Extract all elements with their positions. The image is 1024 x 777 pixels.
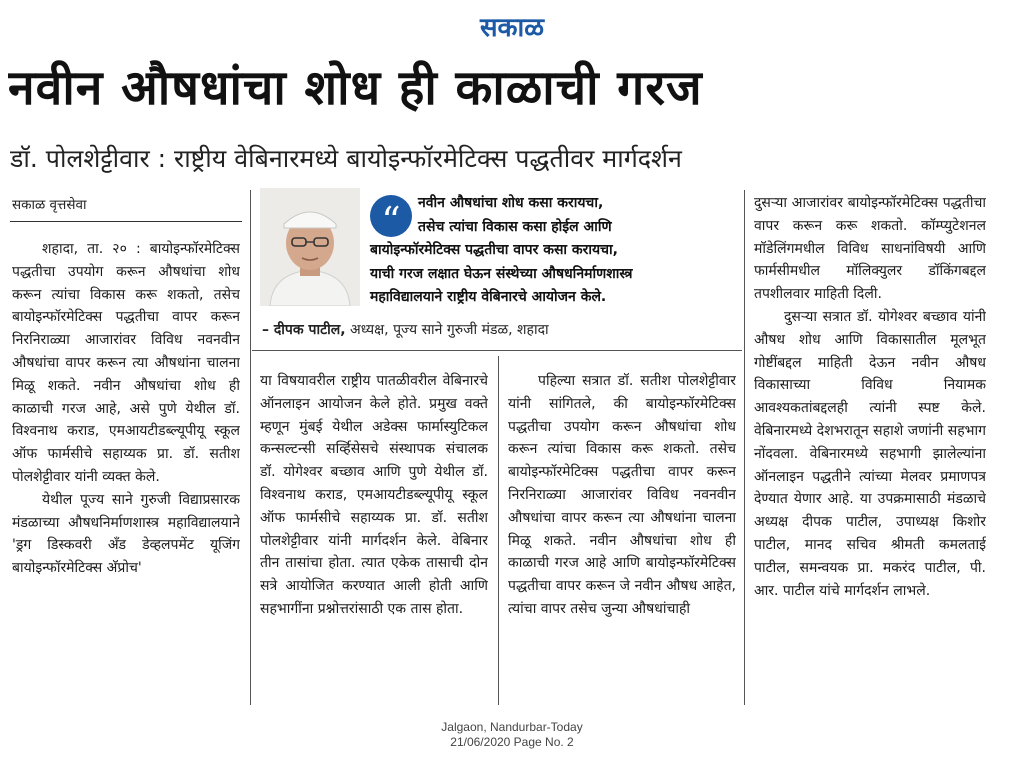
byline-divider <box>10 221 242 222</box>
pullquote-divider <box>252 350 742 351</box>
article-column-1 <box>12 238 240 708</box>
article-paragraph: पहिल्या सत्रात डॉ. सतीश पोलशेट्टीवार यांनी सांगितले, की बायोइन्फॉरमेटिक्स पद्धतीचा उपयोग करून औषधांचा शोध करून त्यांचा विकास करू शकतो. तसेच बायोइन्फॉरमेटिक्स पद्धतीचा वापर करून निरनिराळ्या आजारांवर विविध नवनवीन औषधांचा वापर करून त्या औषधांना चालना मिळू शकते. नवीन औषधांचा शोध ही काळाची गरज आहे आणि बायोइन्फॉरमेटिक्स पद्धतीचा वापर करून जे नवीन औषध आहेत, त्यांचा वापर तसेच जुन्या औषधांचाही <box>508 373 736 617</box>
quote-icon: “ <box>370 195 412 237</box>
column-divider <box>744 190 745 705</box>
article-paragraph: दुसऱ्या आजारांवर बायोइन्फॉरमेटिक्स पद्धतीचा वापर करून करू शकतो. कॉम्प्युटेशनल मॉडेलिंगमधील विविध साधनांविषयी आणि फार्मसीमधील मॉलिक्युलर डॉकिंगबद्दल तपशीलवार माहिती दिली. <box>754 195 986 303</box>
pullquote-line: नवीन औषधांचा शोध कसा करायचा, <box>418 195 604 211</box>
article-paragraph: या विषयावरील राष्ट्रीय पातळीवरील वेबिनारचे ऑनलाइन आयोजन केले होते. प्रमुख वक्ते म्हणून मुंबई येथील अडेक्स फार्मास्युटिकल कन्सल्टन्सी सर्व्हिसेसचे संस्थापक संचालक डॉ. योगेश्वर बच्छाव आणि पुणे येथील डॉ. विश्वनाथ कराड, एमआयटीडब्ल्यूपीयू स्कूल ऑफ फार्मसीचे सहाय्यक प्रा. डॉ. सतीश पोलशेट्टीवार यांनी मार्गदर्शन केले. वेबिनार तीन तासांचा होता. त्यात एकेक तासाची दोन सत्रे आयोजित करण्यात आली होती आणि सहभागींना प्रश्नोत्तरांसाठी एक तास होता. <box>260 373 488 617</box>
article-paragraph: दुसऱ्या सत्रात डॉ. योगेश्वर बच्छाव यांनी औषध शोध आणि विकासातील मूलभूत गोष्टींबद्दल माहिती देऊन नवीन औषध विकासाच्या विविध नियामक आवश्यकतांबद्दलही त्यांनी स्पष्ट केले. वेबिनारमध्ये देशभरातून सहाशे जणांनी सहभाग नोंदवला. वेबिनारमध्ये सहभागी झालेल्यांना ऑनलाइन पद्धतीने त्यांच्या मेलवर प्रमाणपत्र देण्यात येणार आहे. या उपक्रमासाठी मंडळाचे अध्यक्ष दीपक पाटील, उपाध्यक्ष किशोर पाटील, मानद सचिव श्रीमती कमलताई पाटील, समन्वयक प्रा. मकरंद पाटील, पी. आर. पाटील यांचे मार्गदर्शन लाभले. <box>754 308 986 599</box>
portrait-photo <box>260 188 360 306</box>
pullquote-line: याची गरज लक्षात घेऊन संस्थेच्या औषधनिर्माणशास्त्र <box>370 265 633 282</box>
newspaper-masthead: सकाळ <box>479 13 545 43</box>
column-divider <box>250 190 251 705</box>
byline: सकाळ वृत्तसेवा <box>12 197 87 213</box>
article-column-3 <box>508 370 736 706</box>
article-column-2 <box>260 370 488 706</box>
edition-name: Jalgaon, Nandurbar-Today <box>441 720 583 734</box>
article-column-4 <box>754 192 986 706</box>
subheadline: डॉ. पोलशेट्टीवार : राष्ट्रीय वेबिनारमध्ये बायोइन्फॉरमेटिक्स पद्धतीवर मार्गदर्शन <box>10 144 682 173</box>
pullquote-line: बायोइन्फॉरमेटिक्स पद्धतीचा वापर कसा करायचा, <box>370 242 618 258</box>
pullquote <box>370 192 736 310</box>
article-paragraph: शहादा, ता. २० : बायोइन्फॉरमेटिक्स पद्धतीचा उपयोग करून औषधांचा शोध करून त्यांचा विकास करू शकतो, तसेच बायोइन्फॉरमेटिक्स पद्धतीचा वापर करून निरनिराळ्या आजारांवर विविध नवनवीन औषधांचा वापर करून त्या औषधांना चालना मिळू शकते. नवीन औषधांचा शोध ही काळाची गरज आहे, असे पुणे येथील डॉ. विश्वनाथ कराड, एमआयटीडब्ल्यूपीयू स्कूल ऑफ फार्मसीचे सहाय्यक प्रा. डॉ. सतीश पोलशेट्टीवार यांनी व्यक्त केले. <box>12 241 240 485</box>
article-paragraph: येथील पूज्य साने गुरुजी विद्याप्रसारक मंडळाच्या औषधनिर्माणशास्त्र महाविद्यालयाने 'ड्रग डिस्कवरी अँड डेव्हलपमेंट यूजिंग बायोइन्फॉरमेटिक्स अ‍ॅप्रोच' <box>12 491 240 577</box>
attribution-name: – दीपक पाटील, <box>262 322 346 338</box>
pullquote-line: तसेच त्यांचा विकास कसा होईल आणि <box>418 218 612 235</box>
pullquote-attribution <box>262 320 742 339</box>
edition-footer <box>0 720 1024 750</box>
column-divider <box>498 356 499 705</box>
pullquote-line: महाविद्यालयाने राष्ट्रीय वेबिनारचे आयोजन केले. <box>370 289 607 305</box>
edition-date-page: 21/06/2020 Page No. 2 <box>450 735 574 749</box>
headline: नवीन औषधांचा शोध ही काळाची गरज <box>8 60 703 116</box>
attribution-role: अध्यक्ष, पूज्य साने गुरुजी मंडळ, शहादा <box>350 322 549 338</box>
